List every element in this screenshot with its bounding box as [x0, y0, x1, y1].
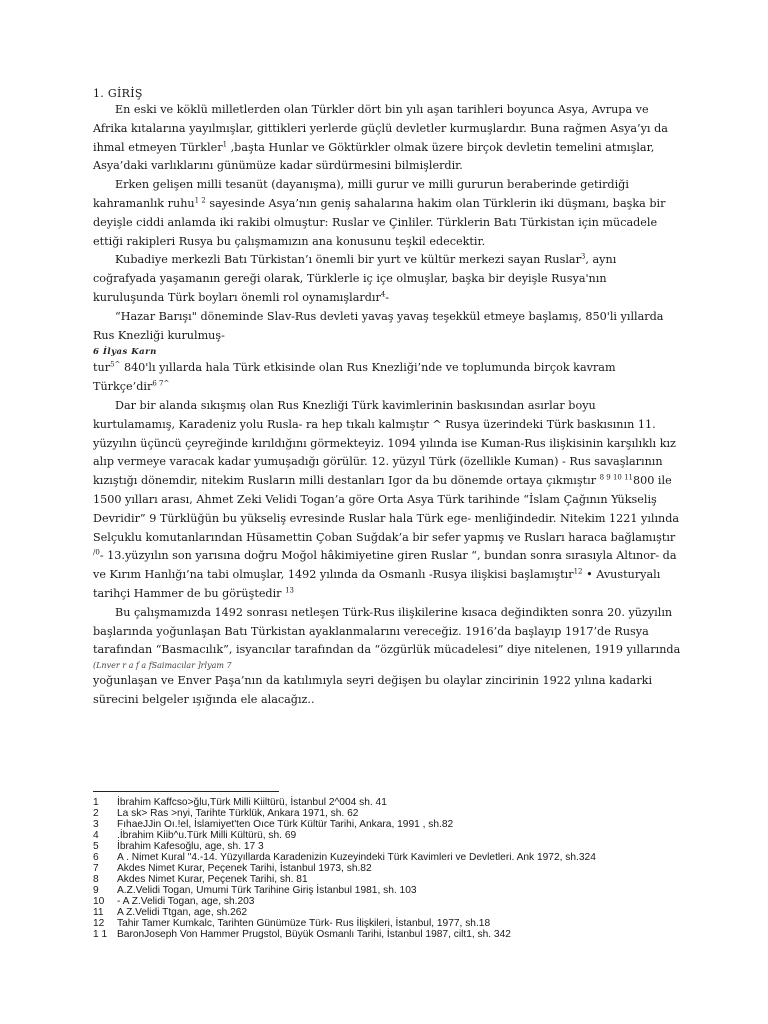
- footnote-number: 1 1: [93, 929, 108, 940]
- footnote-number: 10: [93, 896, 105, 907]
- footnote-number: 4: [93, 830, 99, 841]
- footnote-number: 8: [93, 874, 99, 885]
- footnote-number: 3: [93, 819, 99, 830]
- footnote: [93, 852, 653, 863]
- footnote-ref: 3: [580, 252, 586, 261]
- footnote: [93, 874, 653, 885]
- footnote: [93, 929, 653, 940]
- footnote-text: BaronJoseph Von Hammer Prugstol, Büyük Osmanlı Tarihi, İstanbul 1987, cilt1, sh. 342: [117, 929, 511, 940]
- paragraph-4: “Hazar Barışı" döneminde Slav-Rus devleti yavaş yavaş teşekkül etmeye başlamış, 850'li yıllarda Rus Knezliği kurulmuş-: [93, 309, 664, 342]
- footnote-text: FıhaeJJin Oı.!el, İslamiyet'ten Oıce Türk Kültür Tarihi, Ankara, 1991 , sh.82: [117, 819, 454, 830]
- footnotes: [93, 797, 653, 940]
- footnote: [93, 841, 653, 852]
- body-text: [93, 101, 681, 710]
- footnote-number: 5: [93, 841, 99, 852]
- footnote-text: İbrahim Kafesoğlu, age, sh. 17 3: [117, 841, 264, 852]
- footnote-ref: /0: [93, 548, 100, 557]
- footnote-ref: 1 2: [194, 196, 206, 205]
- footnote-ref: 4: [380, 290, 386, 299]
- footnote-text: - A Z.Velidi Togan, age, sh.203: [117, 896, 255, 907]
- footnote-number: 9: [93, 885, 99, 896]
- footnote-ref: 5^: [110, 360, 121, 369]
- footnote-text: İbrahim Kaffcso>ğlu,Türk Milli Kiiltürü, İstanbul 2^004 sh. 41: [117, 797, 387, 808]
- footnote-number: 7: [93, 863, 99, 874]
- footnote: [93, 808, 653, 819]
- footnote: [93, 819, 653, 830]
- footnote-number: 11: [93, 907, 104, 918]
- footnote-text: A.Z.Velidi Togan, Umumi Türk Tarihine Giriş İstanbul 1981, sh. 103: [117, 885, 417, 896]
- footnote-text: A Z.Velidi Ttgan, age, sh.262: [117, 907, 248, 918]
- paragraph-2: Erken gelişen milli tesanüt (dayanışma), milli gurur ve milli gururun beraberinde getirdiği kahramanlık ruhu$^{1 2}$ sayesinde Asya’nın geniş sahalarına hakim olan Türklerin iki düşmanı, başka bir deyişle ciddi anlamda iki rakibi olmuştur: Ruslar ve Çinliler. Türklerin Batı Türkistan için mücadele ettiği rakipleri Rusya bu çalışmamızın ana konusunu teşkil edecektir.: [93, 178, 666, 248]
- paragraph-1: En eski ve köklü milletlerden olan Türkler dört bin yılı aşan tarihleri boyunca Asya, Avrupa ve Afrika kıtalarına yayılmışlar, gittikleri yerlerde güçlü devletler kurmuşlardır. Buna rağmen Asya’yı da ihmal etmeyen Türkler$^1$ ,başta Hunlar ve Göktürkler olmak üzere birçok devletin temelini atmışlar, Asya’daki varlıklarını günümüze kadar sürdürmesini bilmişlerdir.: [93, 103, 668, 173]
- footnote: [93, 797, 653, 808]
- paragraph-7: Bu çalışmamızda 1492 sonrası netleşen Türk-Rus ilişkilerine kısaca değindikten sonra 20. yüzyılın başlarında yoğunlaşan Batı Türkistan ayaklanmalarını vereceğiz. 1916’da başlayıp 1917’de Rusya tarafından “Basmacılık”, isyancılar tarafından da “özgürlük mücadelesi” diye nitelenen, 1919 yıllarında: [93, 605, 681, 657]
- footnote-ref: 8 9 10 11: [599, 473, 633, 482]
- footnote-number: 6: [93, 852, 99, 863]
- paragraph-5: tur$^{5\^{}}$ 840'lı yıllarda hala Türk etkisinde olan Rus Knezliği’nde ve toplumunda birçok kavram Türkçe’dir$^{6 7\^{}}$: [93, 360, 616, 394]
- footnote-text: Akdes Nimet Kurar, Peçenek Tarihi, sh. 81: [117, 874, 308, 885]
- footnote-ref: 1: [222, 139, 228, 148]
- footnote: [93, 896, 653, 907]
- faint-caption: (Lnver r a f a fSaimacılar ]rlyam 7: [93, 661, 232, 671]
- footnote-ref: 6 7^: [152, 379, 170, 388]
- section-heading: 1. GİRİŞ: [93, 87, 143, 100]
- footnote-ref: 12: [573, 567, 583, 576]
- footnote-number: 12: [93, 918, 105, 929]
- footnote: [93, 885, 653, 896]
- faint-running-header: 6 İlyas Karn: [93, 347, 157, 358]
- footnote-text: Tahir Tamer Kumkalc, Tarihten Günümüze Türk- Rus İlişkileri, İstanbul, 1977, sh.18: [117, 918, 491, 929]
- paragraph-3: Kubadiye merkezli Batı Türkistan’ı önemli bir yurt ve kültür merkezi sayan Ruslar$^3$, aynı coğrafyada yaşamanın gereği olarak, Türklerle iç içe olmuşlar, başka bir deyişle Rusya'nın kuruluşunda Türk boyları önemli rol oynamışlardır$^4$-: [93, 252, 617, 304]
- footnote: [93, 863, 653, 874]
- footnote-divider: [93, 791, 279, 792]
- footnote-text: La sk> Ras >nyi, Tarihte Türklük, Ankara 1971, sh. 62: [117, 808, 359, 819]
- footnote: [93, 907, 653, 918]
- footnote: [93, 830, 653, 841]
- paragraph-6: Dar bir alanda sıkışmış olan Rus Knezliği Türk kavimlerinin baskısından asırlar boyu kurtulamamış, Karadeniz yolu Rusla- ra hep tıkalı kalmıştır ^ Rusya üzerindeki Türk baskısının 11. yüzyılın üçüncü çeyreğinde kırıldığını görmekteyiz. 1094 yılında ise Kuman-Rus ilişkisinin karşılıklı kız alıp vermeye varacak kadar yumuşadığı görülür. 12. yüzyıl Türk (özellikle Kuman) - Rus savaşlarının kızıştığı dönemdir, nitekim Rusların milli destanları Igor da bu dönemde ortaya çıkmıştır $^{8 9 10 11}$800 ile 1500 yılları arası, Ahmet Zeki Velidi Togan’a göre Orta Asya Türk tarihinde “İslam Çağının Yükseliş Devridir” 9 Türklüğün bu yükseliş evresinde Ruslar hala Türk ege- menliğindedir. Nitekim 1221 yılında Selçuklu komutanlarından Hüsamettin Çoban Suğdak’a bir sefer yapmış ve Rusları haraca bağlamıştır $^{/0}$- 13.yüzyılın son yarısına doğru Moğol hâkimiyetine giren Ruslar “, bundan sonra sırasıyla Altınor- da ve Kırım Hanlığı’na tabi olmuşlar, 1492 yılında da Osmanlı -Rusya ilişkisi başlamıştır$^{12}$ • Avusturyalı tarihçi Hammer de bu görüştedir $^{13}$: [93, 398, 680, 600]
- footnote-number: 2: [93, 808, 99, 819]
- footnote: [93, 918, 653, 929]
- footnote-text: Akdes Nimet Kurar, Peçenek Tarihi, İstanbul 1973, sh.82: [117, 863, 372, 874]
- footnote-ref: 13: [285, 586, 294, 595]
- footnote-text: A . Nimet Kural "4.-14. Yüzyıllarda Karadenizin Kuzeyindeki Türk Kavimleri ve Devletleri. Ank 1972, sh.324: [117, 852, 596, 863]
- paragraph-8: yoğunlaşan ve Enver Paşa’nın da katılımıyla seyri değişen bu olaylar zincirinin 1922 yılına kadarki sürecini belgeler ışığında ele alacağız..: [93, 674, 653, 706]
- footnote-number: 1: [93, 797, 99, 808]
- footnote-text: .İbrahim Kiib^u.Türk Milli Kültürü, sh. 69: [117, 830, 297, 841]
